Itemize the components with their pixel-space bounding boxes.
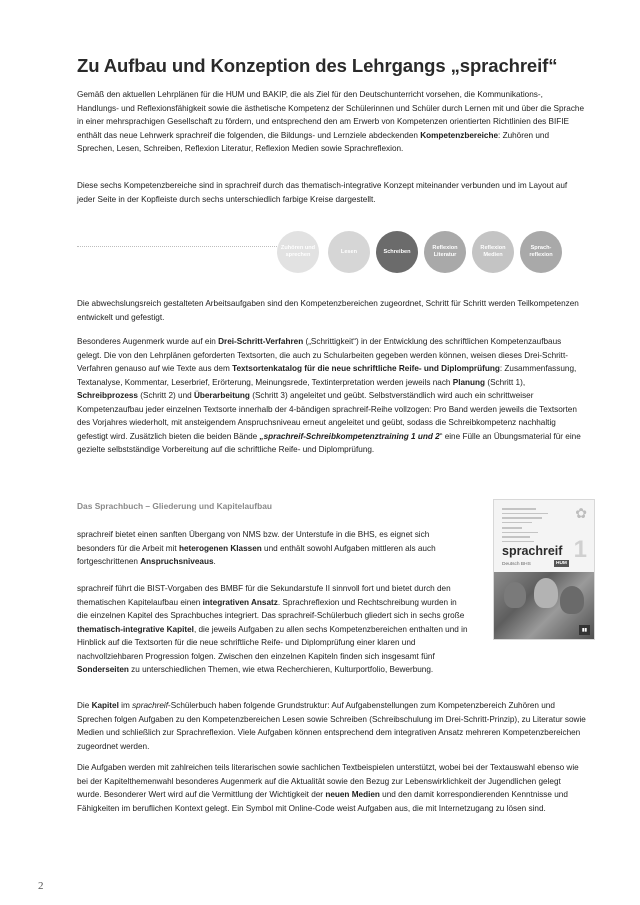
competency-label: Reflexion Literatur	[432, 245, 458, 258]
text: zu unterschiedlichen Themen, wie etwa Recherchieren, Kulturportfolio, Bewerbung.	[128, 665, 434, 674]
text: “ eine Fülle an Übungsmaterial für eine gezielte selbstständige Vorbereitung auf die schriftliche Reife- und Diplomprüfung.	[77, 431, 581, 454]
bold-ueberarbeitung: Überarbeitung	[193, 391, 250, 400]
cover-author-lines	[502, 508, 552, 545]
publisher-logo-icon: ▮▮	[579, 625, 590, 635]
text: sprachreif führt die BIST-Vorgaben des BMBF für die Sekundarstufe II sinnvoll fort und bietet durch den thematischen Kapitelaufbau einen	[77, 584, 451, 607]
text: („Schrittigkeit“) in der Entwicklung des schriftlichen Kompetenzaufbaus gelegt. Die von den Lehrplänen geforderten Textsorten, die auch zu Schularbeiten gegeben werden können, weisen dieses Drei-Schritt-Verfahren genauso auf wie Texte aus dem	[77, 337, 568, 373]
text: , die jeweils Aufgaben zu allen sechs Kompetenzbereichen enthalten und in Hinblick auf die Textsorten für die neue schriftliche Reife- und Diplomprüfung einer klaren und nachvollziehbaren Progression folgen. Zwischen den einzelnen Kapiteln finden sich insgesamt fünf	[77, 624, 468, 661]
bold-thematisch-integrative-kapitel: thematisch-integrative Kapitel	[77, 624, 194, 634]
competency-circle-reflexion-literatur	[424, 231, 466, 273]
paragraph-kompetenzbereiche-layout: Diese sechs Kompetenzbereiche sind in sprachreif durch das thematisch-integrative Konzept miteinander verbunden und im Layout auf jeder Seite in der Kopfleiste durch sechs unterschiedlich farbige Kreise dargestellt.	[77, 181, 568, 204]
header-dotted-line	[77, 246, 277, 247]
text: (Schritt 3) angeleitet und geübt. Selbstverständlich wird auch ein schrittweiser Kompetenzaufbau jeder einzelnen Textsorte innerhalb der 4-bändigen sprachreif-Reihe vollzogen: Pro Band werden jeweils die Textsorten des Vorjahres wiederholt, mit ansteigendem Anspruchsniveau erneut angeleitet und geübt, sodass die Schreibkompetenz nachhaltig gefestigt wird. Zusätzlich bieten die beiden Bände	[77, 391, 577, 441]
competency-label: Schreiben	[383, 248, 411, 255]
intro-text-a: Gemäß den aktuellen Lehrplänen für die HUM und BAKIP, die als Ziel für den Deutschunterricht vorsehen, die Kommunikations-, Handlungs- und Reflexionsfähigkeit sowie die ästhetische Kompetenz der Schülerinnen und Schüler durch Lernen mit und über die Sprache in einer mehrsprachigen Gesellschaft zu fördern, und entsprechend den am Erwerb von Kompetenzen orientierten Richtlinien des BIFIE enthält das neue Lehrwerk sprachreif die folgenden, die Bildungs- und Lernziele abdeckenden	[77, 90, 585, 140]
flower-logo-icon: ✿	[575, 505, 587, 521]
page-number: 2	[38, 880, 44, 892]
competency-circle-sprachreflexion	[520, 231, 562, 273]
book-cover-image	[493, 499, 595, 640]
bold-neue-medien: neuen Medien	[325, 790, 380, 799]
page-title: Zu Aufbau und Konzeption des Lehrgangs „sprachreif“	[77, 55, 558, 76]
bold-planung: Planung	[452, 377, 486, 387]
competency-label: Zuhören und sprechen	[280, 245, 316, 258]
cover-volume-number: 1	[573, 536, 587, 563]
intro-bold-kompetenzbereiche: Kompetenzbereiche	[420, 130, 499, 140]
paragraph-textbeispiele	[77, 761, 587, 815]
bold-sonderseiten: Sonderseiten	[77, 665, 129, 674]
paragraph-kapitel-grundstruktur	[77, 699, 587, 753]
intro-paragraph	[77, 88, 587, 156]
competency-label: Lesen	[340, 248, 358, 255]
text: (Schritt 1),	[485, 377, 526, 387]
text: (Schritt 2) und	[137, 391, 194, 400]
text: . Sprachreflexion und Rechtschreibung wurden in die einzelnen Kapitel des Sprachbuches integriert. Das sprachreif-Schülerbuch gliedert sich in sechs große	[77, 597, 465, 620]
paragraph-drei-schritt-verfahren	[77, 335, 587, 457]
text: und enthält sowohl Aufgaben mittleren als auch fortgeschrittenen	[77, 543, 436, 566]
paragraph-arbeitsaufgaben: Die abwechslungsreich gestalteten Arbeitsaufgaben sind den Kompetenzbereichen zugeordnet, Schritt für Schritt werden Teilkompetenzen entwickelt und gefestigt.	[77, 299, 579, 322]
competency-circle-lesen	[328, 231, 370, 273]
cover-person-shape	[560, 586, 584, 614]
bold-schreibprozess: Schreibprozess	[77, 391, 138, 400]
text: : Zusammenfassung, Textanalyse, Kommentar, Leserbrief, Erörterung, Meinungsrede, Textinterpretation werden jeweils nach	[77, 364, 577, 387]
text: Die	[77, 701, 92, 710]
bold-anspruchsniveaus: Anspruchsniveaus	[140, 557, 214, 566]
competency-circle-schreiben	[376, 231, 418, 273]
bold-textsortenkatalog: Textsortenkatalog für die neue schriftliche Reife- und Diplomprüfung	[232, 364, 500, 373]
bold-italic-schreibkompetenztraining: „sprachreif-Schreibkompetenztraining 1 und 2	[259, 431, 440, 441]
intro-text-b: : Zuhören und Sprechen, Lesen, Schreiben, Reflexion Literatur, Reflexion Medien sowie Sprachreflexion.	[77, 130, 549, 153]
competency-label: Reflexion Medien	[480, 245, 506, 258]
cover-person-shape	[534, 578, 558, 608]
cover-photo-students	[494, 572, 594, 639]
text: Besonderes Augenmerk wurde auf ein	[77, 337, 219, 346]
bold-kapitel: Kapitel	[91, 701, 119, 710]
bold-integrativen-ansatz: integrativen Ansatz	[202, 597, 278, 607]
competency-circle-zuhoeren	[277, 231, 319, 273]
text: sprachreif bietet einen sanften Übergang von NMS bzw. der Unterstufe in die BHS, es eignet sich besonders für die Arbeit mit	[77, 530, 430, 553]
text: .	[213, 557, 216, 566]
cover-brand: sprachreif	[502, 544, 563, 558]
competency-circle-reflexion-medien	[472, 231, 514, 273]
italic-sprachreif: sprachreif	[132, 701, 169, 710]
bold-heterogenen-klassen: heterogenen Klassen	[178, 543, 262, 553]
paragraph-bist-vorgaben	[77, 582, 469, 677]
bold-drei-schritt-verfahren: Drei-Schritt-Verfahren	[218, 337, 304, 346]
text: im	[118, 701, 133, 710]
cover-subtitle: Deutsch BHS	[502, 562, 531, 567]
cover-badge: HUM	[556, 561, 567, 566]
paragraph-uebergang	[77, 528, 469, 569]
section-heading-sprachbuch: Das Sprachbuch – Gliederung und Kapitelaufbau	[77, 501, 272, 511]
text: und den damit korrespondierenden Kenntnisse und Fähigkeiten im beruflichen Kontext gelegt. Ein Symbol mit Online-Code weist Aufgaben aus, die mit Internetzugang zu lösen sind.	[77, 790, 568, 813]
text: Die Aufgaben werden mit zahlreichen teils literarischen sowie sachlichen Textbeispielen unterstützt, wobei bei der Textauswahl ebenso wie bei der Kapitelthemenwahl besonderes Augenmerk auf die Aktualität sowie den Bezug zur Lebenswirklichkeit der Jugendlichen gelegt wurde. Besonderer Wert wird auf die Vermittlung der Wichtigkeit der	[77, 763, 579, 799]
text: -Schülerbuch haben folgende Grundstruktur: Auf Aufgabenstellungen zum Kompetenzbereich Zuhören und Sprechen folgen Aufgaben zu den Kompetenzbereichen Lesen sowie Schreiben (Schreibschulung im Drei-Schritt-Prinzip), zu Literatur sowie Medien und schließlich zur Sprachreflexion. Viele Aufgaben können entsprechend dem integrativen Ansatz mehreren Kompetenzbereichen zugeordnet werden.	[77, 701, 586, 751]
cover-person-shape	[504, 582, 526, 608]
competency-label: Sprach-reflexion	[529, 245, 553, 258]
